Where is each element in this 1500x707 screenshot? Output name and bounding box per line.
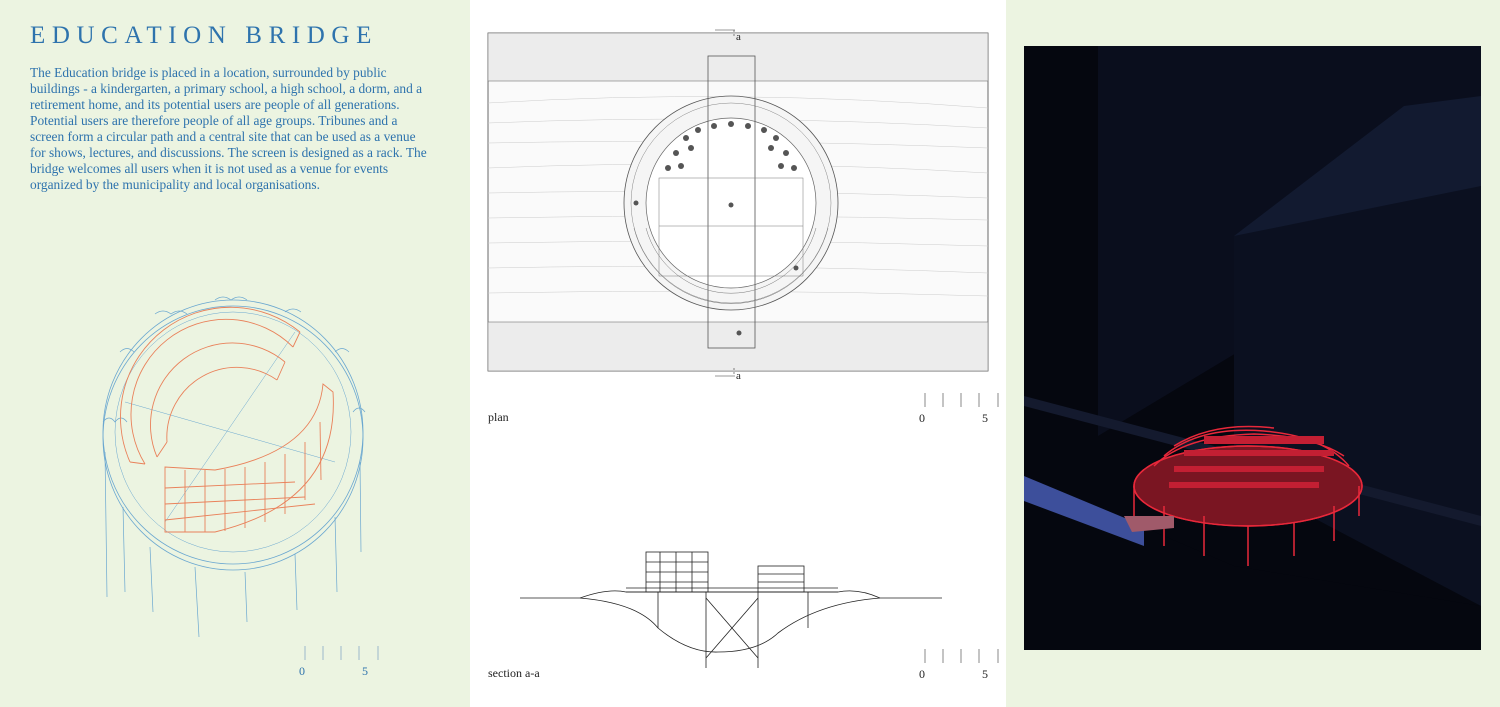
plan-drawing [486, 28, 990, 382]
section-drawing [518, 548, 944, 670]
axonometric-scale-bar [299, 646, 394, 682]
section-caption: section a-a [488, 666, 540, 680]
project-description: The Education bridge is placed in a location, surrounded by public buildings - a kindergarten, a primary school, a high school, a dorm, and a retirement home, and its potential users are people of all generations. Potential users are therefore people of all age groups. Tribunes and a screen form a circular path and a central site that can be used as a venue for shows, lectures, and discussions. The screen is designed as a rack. The bridge welcomes all users when it is not used as a venue for events organized by the municipality and local organisations. [30, 65, 427, 192]
plan-caption: plan [488, 410, 509, 424]
scale-label-start: 0 [919, 411, 925, 425]
render-image [1024, 46, 1481, 650]
scale-label-end: 5 [982, 411, 988, 425]
section-scale-bar [919, 649, 1014, 685]
scale-label-end: 5 [982, 667, 988, 681]
scale-label-end: 5 [362, 664, 368, 678]
scale-label-start: 0 [919, 667, 925, 681]
scale-label-start: 0 [299, 664, 305, 678]
plan-section-marker-bottom: a [736, 370, 741, 382]
axonometric-drawing [95, 292, 370, 637]
plan-section-marker-top: a [736, 31, 741, 43]
page-title: EDUCATION BRIDGE [30, 22, 378, 49]
plan-scale-bar [919, 393, 1014, 429]
